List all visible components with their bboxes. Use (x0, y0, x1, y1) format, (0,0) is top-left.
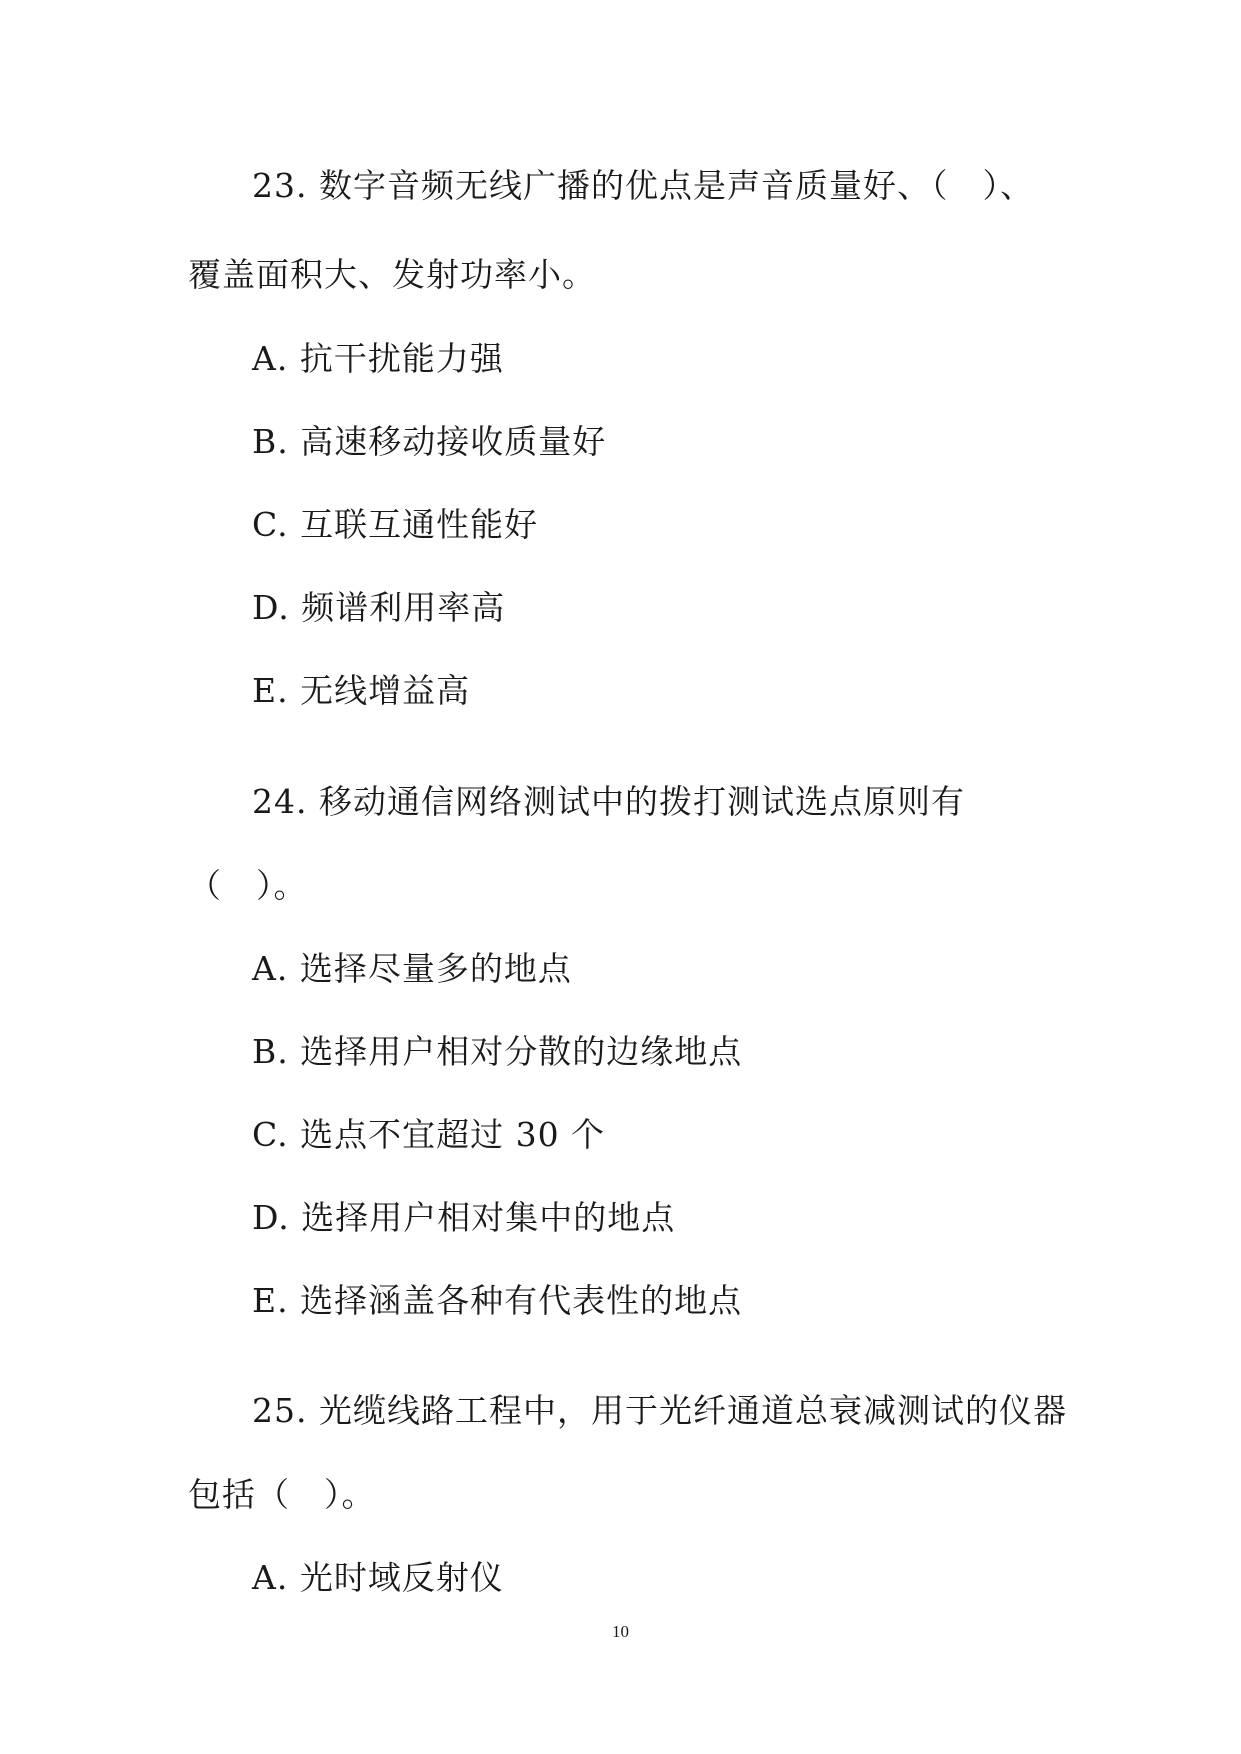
option-letter: E. (252, 1281, 289, 1320)
question-24-number: 24. (252, 782, 308, 821)
question-23-option-a (252, 339, 504, 379)
option-text: 互联互通性能好 (300, 505, 539, 544)
question-24-stem-text: 移动通信网络测试中的拨打测试选点原则有 (318, 782, 965, 821)
question-23-option-e (252, 671, 470, 711)
question-24-stem-line2: （ ）。 (188, 866, 308, 905)
option-letter: B. (252, 422, 289, 461)
question-25-stem-line1 (252, 1391, 1067, 1431)
option-text: 高速移动接收质量好 (300, 422, 607, 461)
question-25-stem-line2: 包括（ ）。 (188, 1475, 376, 1514)
option-letter: C. (252, 1115, 289, 1154)
option-letter: D. (252, 1198, 290, 1237)
question-24-stem-line1 (252, 782, 965, 822)
question-24-option-c (252, 1115, 605, 1155)
question-24-option-d (252, 1198, 675, 1238)
option-letter: D. (252, 588, 290, 627)
option-letter: A. (252, 949, 289, 988)
question-23-option-b (252, 422, 606, 462)
option-letter: E. (252, 671, 289, 710)
option-letter: A. (252, 1558, 289, 1597)
question-23-stem-line1 (252, 166, 1034, 206)
question-25-number: 25. (252, 1391, 308, 1430)
option-letter: C. (252, 505, 289, 544)
option-text: 选点不宜超过 30 个 (300, 1115, 606, 1154)
option-text: 无线增益高 (300, 671, 471, 710)
option-text: 选择用户相对集中的地点 (301, 1198, 676, 1237)
option-letter: A. (252, 339, 289, 378)
option-text: 选择涵盖各种有代表性的地点 (300, 1281, 743, 1320)
question-25-option-a (252, 1558, 504, 1598)
question-24-option-a (252, 949, 572, 989)
question-23-stem-line2: 覆盖面积大、发射功率小。 (188, 255, 596, 294)
question-23-option-d (252, 588, 505, 628)
option-letter: B. (252, 1032, 289, 1071)
option-text: 选择尽量多的地点 (299, 949, 572, 988)
question-23-option-c (252, 505, 538, 545)
question-23-number: 23. (252, 166, 308, 205)
question-23-stem-text: 数字音频无线广播的优点是声音质量好、（ ）、 (318, 166, 1034, 205)
option-text: 抗干扰能力强 (299, 339, 504, 378)
question-24-option-b (252, 1032, 742, 1072)
option-text: 频谱利用率高 (301, 588, 506, 627)
page-number: 10 (612, 1622, 629, 1641)
option-text: 选择用户相对分散的边缘地点 (300, 1032, 743, 1071)
question-25-stem-text: 光缆线路工程中，用于光纤通道总衰减测试的仪器 (318, 1391, 1067, 1430)
question-24-option-e (252, 1281, 742, 1321)
option-text: 光时域反射仪 (299, 1558, 504, 1597)
